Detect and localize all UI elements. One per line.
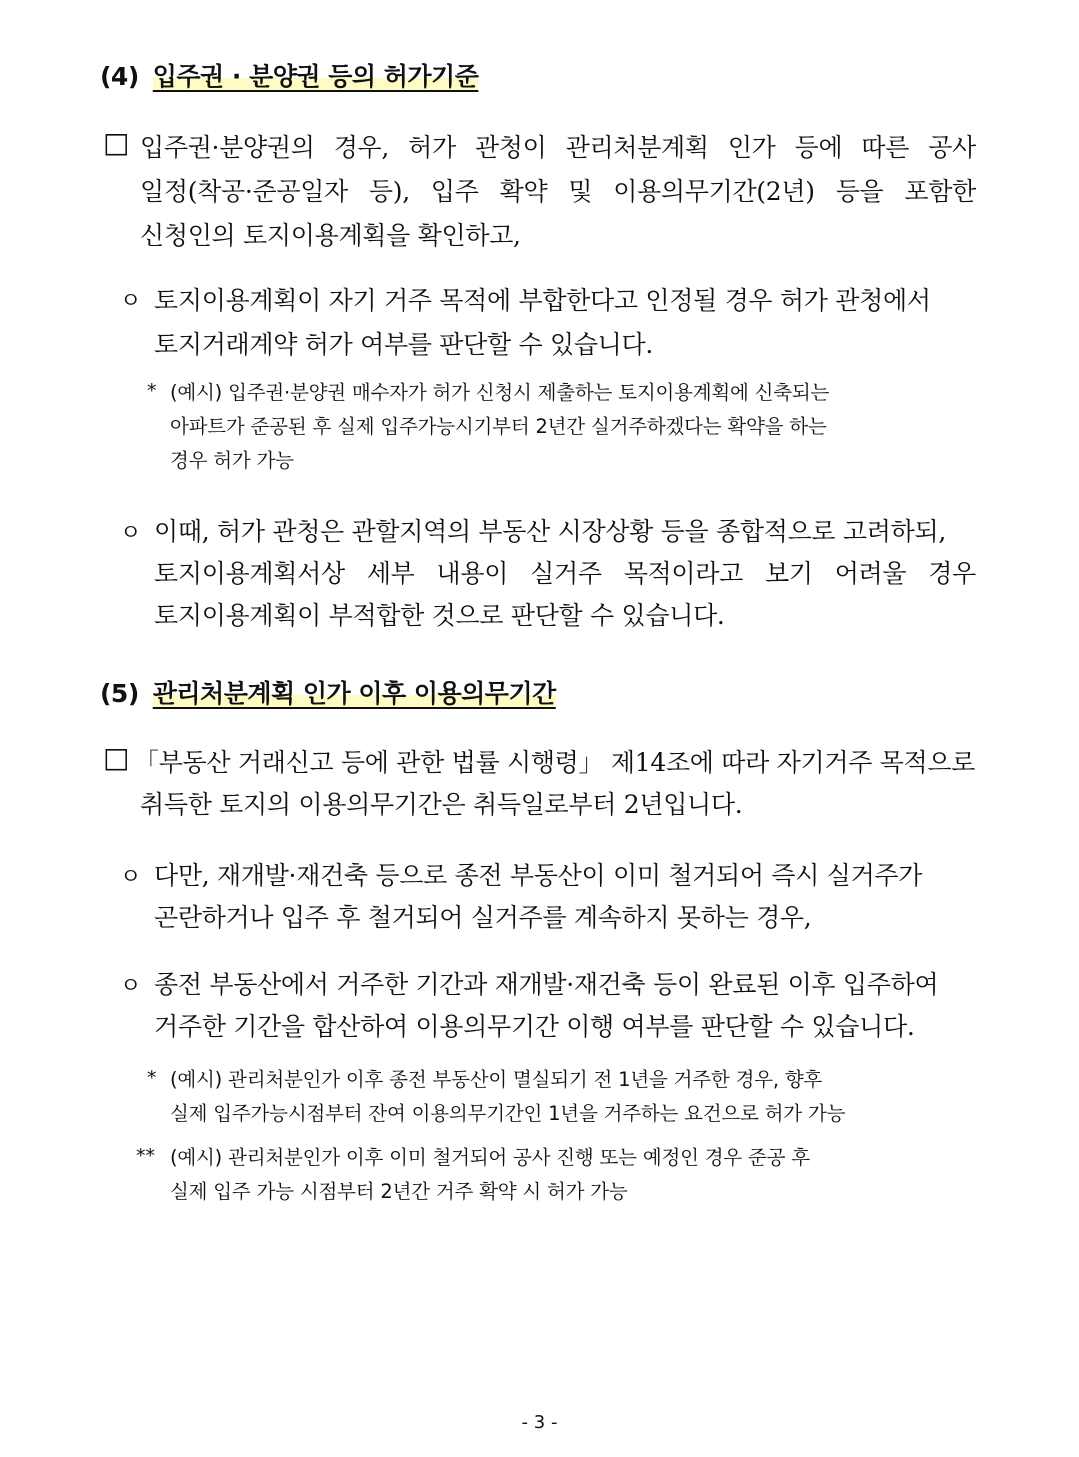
text-line: 이때, 허가 관청은 관할지역의 부동산 시장상황 등을 종합적으로 고려하되, <box>154 517 946 546</box>
text-line: 실제 입주가능시점부터 잔여 이용의무기간인 1년을 거주하는 요건으로 허가 가능 <box>170 1102 846 1125</box>
section-4-heading <box>100 57 478 93</box>
text-line: (예시) 입주권·분양권 매수자가 허가 신청시 제출하는 토지이용계획에 신축되는 <box>170 381 830 404</box>
asterisk-marker: * <box>147 1067 157 1089</box>
text-line: 「부동산 거래신고 등에 관한 법률 시행령」 제14조에 따라 자기거주 목적으로 <box>134 748 976 777</box>
text-line: 토지이용계획이 부적합한 것으로 판단할 수 있습니다. <box>154 601 725 630</box>
circle-bullet-icon: ㅇ <box>120 974 142 999</box>
section-4-number: (4) <box>100 62 139 91</box>
text-line: 종전 부동산에서 거주한 기간과 재개발·재건축 등이 완료된 이후 입주하여 <box>154 970 939 999</box>
square-bullet-icon: □ <box>103 126 130 159</box>
text-line: 입주권·분양권의 경우, 허가 관청이 관리처분계획 인가 등에 따른 공사 <box>140 133 976 162</box>
section-4-title: 입주권 · 분양권 등의 허가기준 <box>152 62 479 91</box>
text-line: 취득한 토지의 이용의무기간은 취득일로부터 2년입니다. <box>140 790 743 819</box>
text-line: 거주한 기간을 합산하여 이용의무기간 이행 여부를 판단할 수 있습니다. <box>154 1012 915 1041</box>
text-line: 토지이용계획이 자기 거주 목적에 부합한다고 인정될 경우 허가 관청에서 <box>154 286 931 315</box>
text-line: 신청인의 토지이용계획을 확인하고, <box>140 221 521 250</box>
circle-bullet-icon: ㅇ <box>120 865 142 890</box>
text-line: 곤란하거나 입주 후 철거되어 실거주를 계속하지 못하는 경우, <box>154 903 812 932</box>
section-5-number: (5) <box>100 679 139 708</box>
text-line: 토지이용계획서상 세부 내용이 실거주 목적이라고 보기 어려울 경우 <box>154 559 976 588</box>
asterisk-marker: * <box>147 380 157 402</box>
square-bullet-icon: □ <box>103 741 130 774</box>
text-line: (예시) 관리처분인가 이후 이미 철거되어 공사 진행 또는 예정인 경우 준공 후 <box>170 1146 810 1169</box>
circle-bullet-icon: ㅇ <box>120 521 142 546</box>
text-line: 실제 입주 가능 시점부터 2년간 거주 확약 시 허가 가능 <box>170 1180 628 1203</box>
text-line: (예시) 관리처분인가 이후 종전 부동산이 멸실되기 전 1년을 거주한 경우, 향후 <box>170 1068 823 1091</box>
circle-bullet-icon: ㅇ <box>120 289 142 314</box>
text-line: 일정(착공·준공일자 등), 입주 확약 및 이용의무기간(2년) 등을 포함한 <box>140 177 976 206</box>
double-asterisk-marker: ** <box>136 1145 155 1167</box>
section-5-heading <box>100 674 556 710</box>
page-number: - 3 - <box>521 1412 558 1433</box>
section-5-title: 관리처분계획 인가 이후 이용의무기간 <box>152 679 556 708</box>
text-line: 토지거래계약 허가 여부를 판단할 수 있습니다. <box>154 330 654 359</box>
text-line: 아파트가 준공된 후 실제 입주가능시기부터 2년간 실거주하겠다는 확약을 하는 <box>170 415 827 438</box>
text-line: 경우 허가 가능 <box>170 449 294 472</box>
text-line: 다만, 재개발·재건축 등으로 종전 부동산이 이미 철거되어 즉시 실거주가 <box>154 861 923 890</box>
